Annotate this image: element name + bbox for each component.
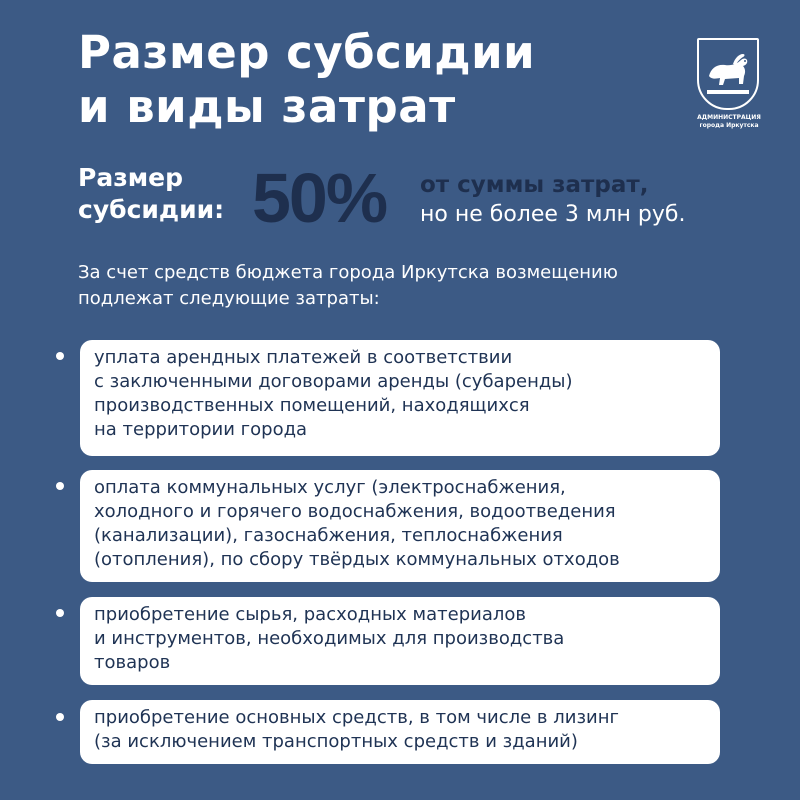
list-item-text <box>94 706 706 754</box>
subsidy-desc-line-1: от суммы затрат, <box>420 172 649 198</box>
subsidy-label-line-1: Размер <box>78 163 184 192</box>
logo-caption-line-2: города Иркутска <box>699 122 759 129</box>
subsidy-size-label <box>78 162 224 226</box>
logo-caption <box>688 114 770 130</box>
subsidy-percent-description <box>420 170 685 230</box>
list-item-text <box>94 346 706 442</box>
list-item-line: (канализации), газоснабжения, теплоснабжения <box>94 525 563 546</box>
bullet-icon <box>56 609 64 617</box>
list-item-line: приобретение основных средств, в том числе в лизинг <box>94 707 619 728</box>
subsidy-label-line-2: субсидии: <box>78 195 225 224</box>
list-item-line: на территории города <box>94 419 308 440</box>
list-item-line: приобретение сырья, расходных материалов <box>94 604 527 625</box>
bullet-icon <box>56 482 64 490</box>
subsidy-percent: 50% <box>252 159 387 237</box>
intro-line-1: За счет средств бюджета города Иркутска возмещению <box>78 262 618 283</box>
list-item-line: холодного и горячего водоснабжения, водоотведения <box>94 501 616 522</box>
administration-logo <box>694 38 764 138</box>
list-item-line: (за исключением транспортных средств и зданий) <box>94 731 578 752</box>
intro-text <box>78 260 738 312</box>
list-item <box>80 340 720 456</box>
list-item <box>80 470 720 582</box>
bullet-icon <box>56 713 64 721</box>
logo-caption-line-1: АДМИНИСТРАЦИЯ <box>697 114 761 121</box>
list-item <box>80 597 720 685</box>
title-line-1: Размер субсидии <box>78 26 536 79</box>
list-item-line: и инструментов, необходимых для производства <box>94 628 565 649</box>
list-item-line: уплата арендных платежей в соответствии <box>94 347 513 368</box>
list-item <box>80 700 720 764</box>
title-line-2: и виды затрат <box>78 80 456 133</box>
intro-line-2: подлежат следующие затраты: <box>78 288 380 309</box>
coat-of-arms-icon <box>697 38 759 110</box>
list-item-line: оплата коммунальных услуг (электроснабжения, <box>94 477 566 498</box>
list-item-line: производственных помещений, находящихся <box>94 395 530 416</box>
list-item-line: с заключенными договорами аренды (субаренды) <box>94 371 573 392</box>
page-title <box>78 26 535 134</box>
subsidy-desc-line-2: но не более 3 млн руб. <box>420 202 686 227</box>
list-item-text <box>94 603 706 675</box>
list-item-text <box>94 476 706 572</box>
bullet-icon <box>56 352 64 360</box>
list-item-line: (отопления), по сбору твёрдых коммунальных отходов <box>94 549 620 570</box>
list-item-line: товаров <box>94 652 171 673</box>
